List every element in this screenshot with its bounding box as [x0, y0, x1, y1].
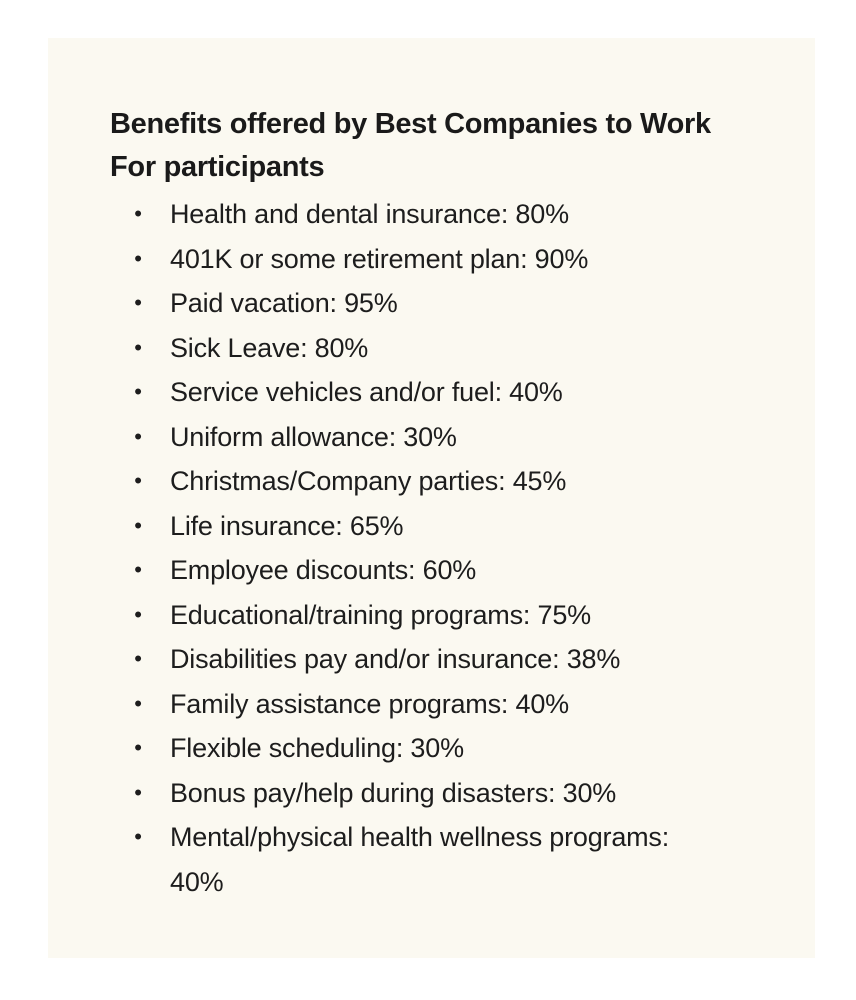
- benefit-text: Employee discounts: 60%: [170, 555, 477, 585]
- bullet-icon: •: [134, 512, 142, 538]
- bullet-icon: •: [134, 290, 142, 315]
- bullet-icon: •: [134, 646, 142, 671]
- list-item: [0, 504, 856, 549]
- benefit-text: Disabilities pay and/or insurance: 38%: [170, 644, 621, 674]
- bullet-icon: •: [134, 779, 142, 805]
- bullet-icon: •: [134, 601, 142, 627]
- bullet-icon: •: [134, 245, 142, 271]
- bullet-icon: •: [134, 557, 142, 582]
- list-item: [0, 415, 856, 460]
- bullet-icon: •: [134, 379, 142, 404]
- benefit-text: Service vehicles and/or fuel: 40%: [170, 377, 563, 407]
- benefit-text: Paid vacation: 95%: [170, 288, 398, 318]
- list-item: [0, 237, 856, 282]
- list-item: [0, 726, 856, 771]
- list-item: [0, 682, 856, 727]
- benefit-text: Uniform allowance: 30%: [170, 421, 457, 452]
- list-item: [0, 192, 856, 237]
- list-item: [0, 326, 856, 371]
- list-item: [0, 771, 856, 816]
- bullet-icon: •: [134, 423, 142, 449]
- bullet-icon: •: [134, 690, 142, 716]
- list-item: [0, 593, 856, 638]
- benefit-text: Educational/training programs: 75%: [170, 599, 591, 630]
- benefit-text: Flexible scheduling: 30%: [170, 733, 464, 763]
- list-item: [0, 815, 690, 904]
- bullet-icon: •: [134, 334, 142, 360]
- bullet-icon: •: [134, 735, 142, 760]
- benefit-text: Mental/physical health wellness programs: 40%: [170, 822, 670, 897]
- benefit-text: Bonus pay/help during disasters: 30%: [170, 777, 617, 808]
- bullet-icon: •: [134, 201, 142, 226]
- bullet-icon: •: [134, 824, 142, 849]
- list-item: [0, 370, 856, 415]
- list-item: [0, 637, 856, 682]
- benefit-text: Sick Leave: 80%: [170, 332, 369, 363]
- list-item: [0, 459, 856, 504]
- benefit-text: 401K or some retirement plan: 90%: [170, 243, 589, 274]
- bullet-icon: •: [134, 468, 142, 493]
- benefit-text: Christmas/Company parties: 45%: [170, 466, 567, 496]
- benefit-text: Health and dental insurance: 80%: [170, 199, 569, 229]
- benefit-text: Life insurance: 65%: [170, 510, 404, 541]
- list-item: [0, 548, 856, 593]
- card-title: Benefits offered by Best Companies to Work For participants: [110, 108, 711, 183]
- benefits-list: [0, 192, 856, 904]
- list-item: [0, 281, 856, 326]
- benefit-text: Family assistance programs: 40%: [170, 688, 569, 719]
